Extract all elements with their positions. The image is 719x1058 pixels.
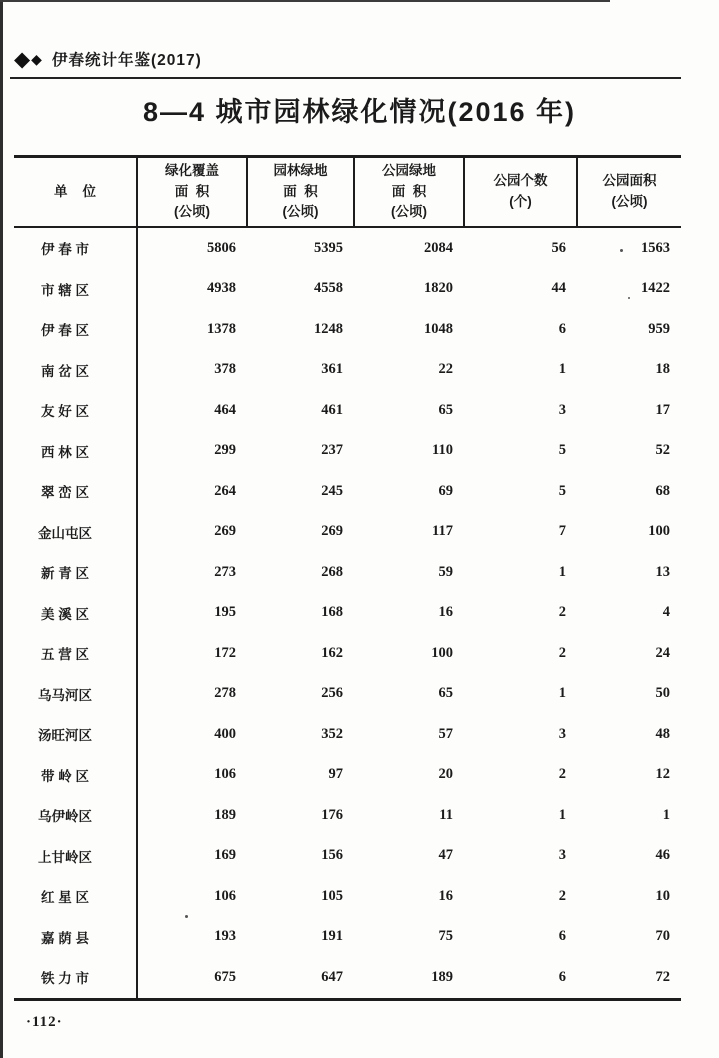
value-cell-park-green: 16 xyxy=(438,887,453,904)
value-cell-park-green: 100 xyxy=(431,644,453,661)
column-header-label: 面 积 xyxy=(283,183,318,199)
column-header-label: (公顷) xyxy=(174,204,210,220)
unit-cell: 伊 春 市 xyxy=(14,227,137,269)
unit-cell: 南 岔 区 xyxy=(14,350,137,391)
value-cell-park-area: 72 xyxy=(655,968,670,985)
value-cell-green-coverage: 278 xyxy=(214,685,236,702)
value-cell-garden-green: 105 xyxy=(321,887,343,904)
table-row xyxy=(14,552,681,593)
diamond-icon: ◆ xyxy=(14,47,31,71)
column-header-label: 公园面积 xyxy=(602,173,657,189)
value-cell-park-area: 100 xyxy=(648,523,670,540)
unit-cell: 西 林 区 xyxy=(14,431,137,472)
value-cell-green-coverage: 193 xyxy=(214,928,236,945)
value-cell-green-coverage: 675 xyxy=(214,968,236,985)
value-cell-garden-green: 1248 xyxy=(314,320,343,337)
value-cell-park-green: 22 xyxy=(438,361,453,378)
value-cell-park-green: 65 xyxy=(438,685,453,702)
value-cell-park-count: 1 xyxy=(558,563,566,580)
value-cell-green-coverage: 269 xyxy=(214,523,236,540)
table-header-row xyxy=(14,157,681,228)
value-cell-green-coverage: 400 xyxy=(214,725,236,742)
value-cell-park-area: 70 xyxy=(655,928,670,945)
table-row xyxy=(14,795,681,836)
value-cell-garden-green: 461 xyxy=(321,401,343,418)
value-cell-garden-green: 268 xyxy=(321,563,343,580)
column-header-unit xyxy=(14,157,137,228)
table-row xyxy=(14,876,681,917)
diamond-icon: ◆ xyxy=(31,51,42,67)
scan-edge-top xyxy=(0,0,610,2)
value-cell-park-area: 1422 xyxy=(641,280,670,297)
column-header-park-green-area xyxy=(354,157,464,228)
value-cell-green-coverage: 264 xyxy=(214,482,236,499)
value-cell-park-count: 1 xyxy=(558,685,566,702)
table-row xyxy=(14,755,681,796)
value-cell-garden-green: 361 xyxy=(321,361,343,378)
column-header-label: (公顷) xyxy=(391,204,427,220)
value-cell-green-coverage: 273 xyxy=(214,563,236,580)
value-cell-park-count: 56 xyxy=(551,239,566,256)
column-header-label: (公顷) xyxy=(282,204,319,220)
value-cell-garden-green: 191 xyxy=(321,928,343,945)
value-cell-green-coverage: 1378 xyxy=(207,320,236,337)
table-row xyxy=(14,431,681,472)
value-cell-green-coverage: 4938 xyxy=(207,280,236,297)
value-cell-garden-green: 647 xyxy=(321,968,343,985)
table-row xyxy=(14,714,681,755)
value-cell-garden-green: 156 xyxy=(321,847,343,864)
value-cell-park-green: 57 xyxy=(438,725,453,742)
value-cell-park-count: 5 xyxy=(558,482,566,499)
value-cell-park-area: 959 xyxy=(648,320,670,337)
value-cell-park-green: 75 xyxy=(438,928,453,945)
table-row xyxy=(14,350,681,391)
unit-cell: 乌马河区 xyxy=(14,674,137,715)
unit-cell: 友 好 区 xyxy=(14,390,137,431)
value-cell-park-green: 20 xyxy=(438,766,453,783)
unit-cell: 市 辖 区 xyxy=(14,269,137,310)
column-header-label: (公顷) xyxy=(611,194,648,209)
column-header-label: 单 位 xyxy=(53,183,96,199)
value-cell-park-count: 2 xyxy=(558,766,566,783)
table-row xyxy=(14,957,681,999)
value-cell-green-coverage: 378 xyxy=(214,361,236,378)
table-row xyxy=(14,390,681,431)
unit-cell: 铁 力 市 xyxy=(14,957,137,999)
value-cell-park-area: 12 xyxy=(655,766,670,783)
table-row xyxy=(14,471,681,512)
value-cell-garden-green: 97 xyxy=(328,766,343,783)
value-cell-park-area: 52 xyxy=(655,442,670,459)
column-header-label: 园林绿地 xyxy=(273,162,328,178)
table-row xyxy=(14,269,681,310)
unit-cell: 带 岭 区 xyxy=(14,755,137,796)
value-cell-park-count: 6 xyxy=(558,968,566,985)
table-row xyxy=(14,227,681,269)
unit-cell: 金山屯区 xyxy=(14,512,137,553)
value-cell-park-area: 24 xyxy=(655,644,670,661)
unit-cell: 伊 春 区 xyxy=(14,309,137,350)
unit-cell: 嘉 荫 县 xyxy=(14,917,137,958)
value-cell-garden-green: 176 xyxy=(321,806,343,823)
unit-cell: 五 营 区 xyxy=(14,633,137,674)
value-cell-green-coverage: 169 xyxy=(214,847,236,864)
value-cell-garden-green: 352 xyxy=(321,725,343,742)
unit-cell: 美 溪 区 xyxy=(14,593,137,634)
value-cell-park-green: 117 xyxy=(432,523,453,540)
column-header-label: 公园个数 xyxy=(493,173,548,189)
value-cell-park-green: 110 xyxy=(432,442,453,459)
value-cell-park-area: 50 xyxy=(655,685,670,702)
value-cell-park-green: 16 xyxy=(438,604,453,621)
column-header-label: 面 积 xyxy=(174,183,210,199)
table-row xyxy=(14,593,681,634)
column-header-label: (个) xyxy=(509,194,532,209)
value-cell-park-count: 1 xyxy=(558,361,566,378)
value-cell-park-count: 2 xyxy=(558,644,566,661)
value-cell-park-area: 1563 xyxy=(641,239,670,256)
value-cell-green-coverage: 5806 xyxy=(207,239,236,256)
value-cell-green-coverage: 299 xyxy=(214,442,236,459)
value-cell-green-coverage: 464 xyxy=(214,401,236,418)
statistics-table xyxy=(14,155,681,1001)
value-cell-garden-green: 245 xyxy=(321,482,343,499)
value-cell-park-count: 1 xyxy=(558,806,566,823)
value-cell-park-green: 189 xyxy=(431,968,453,985)
value-cell-park-count: 7 xyxy=(558,523,566,540)
value-cell-garden-green: 162 xyxy=(321,644,343,661)
value-cell-park-count: 3 xyxy=(558,725,566,742)
value-cell-park-area: 17 xyxy=(655,401,670,418)
value-cell-park-green: 65 xyxy=(438,401,453,418)
value-cell-park-count: 3 xyxy=(558,401,566,418)
value-cell-park-green: 59 xyxy=(438,563,453,580)
value-cell-park-area: 48 xyxy=(655,725,670,742)
column-header-label: 公园绿地 xyxy=(382,162,436,178)
unit-cell: 红 星 区 xyxy=(14,876,137,917)
unit-cell: 翠 峦 区 xyxy=(14,471,137,512)
value-cell-green-coverage: 189 xyxy=(214,806,236,823)
table-row xyxy=(14,633,681,674)
column-header-park-area xyxy=(577,157,681,228)
value-cell-garden-green: 5395 xyxy=(314,239,343,256)
value-cell-garden-green: 269 xyxy=(321,523,343,540)
table-row xyxy=(14,836,681,877)
table-row xyxy=(14,512,681,553)
table-row xyxy=(14,917,681,958)
unit-cell: 汤旺河区 xyxy=(14,714,137,755)
value-cell-park-count: 2 xyxy=(558,604,566,621)
column-header-garden-green-area xyxy=(247,157,354,228)
value-cell-park-count: 6 xyxy=(558,320,566,337)
column-header-label: 面 积 xyxy=(391,183,427,199)
table-body xyxy=(14,227,681,999)
table-header xyxy=(14,157,681,228)
value-cell-park-count: 6 xyxy=(558,928,566,945)
table-title: 8—4 城市园林绿化情况(2016 年) xyxy=(142,97,577,127)
scan-edge-left xyxy=(0,0,3,1058)
value-cell-park-green: 1048 xyxy=(424,320,453,337)
value-cell-park-area: 4 xyxy=(662,604,670,621)
value-cell-garden-green: 168 xyxy=(321,604,343,621)
value-cell-park-count: 44 xyxy=(551,280,566,297)
column-header-green-coverage-area xyxy=(137,157,247,228)
value-cell-park-area: 68 xyxy=(655,482,670,499)
value-cell-green-coverage: 195 xyxy=(214,604,236,621)
value-cell-green-coverage: 172 xyxy=(214,644,236,661)
value-cell-park-area: 10 xyxy=(655,887,670,904)
value-cell-park-count: 5 xyxy=(558,442,566,459)
table-row xyxy=(14,674,681,715)
page-number: ·112· xyxy=(26,1014,63,1030)
yearbook-title: 伊春统计年鉴(2017) xyxy=(51,52,202,69)
unit-cell: 上甘岭区 xyxy=(14,836,137,877)
value-cell-park-count: 3 xyxy=(558,847,566,864)
value-cell-garden-green: 256 xyxy=(321,685,343,702)
value-cell-park-green: 2084 xyxy=(424,239,453,256)
running-header xyxy=(10,48,681,79)
table-row xyxy=(14,309,681,350)
value-cell-park-area: 13 xyxy=(655,563,670,580)
value-cell-garden-green: 4558 xyxy=(314,280,343,297)
value-cell-park-area: 18 xyxy=(655,361,670,378)
column-header-park-count xyxy=(464,157,577,228)
value-cell-park-green: 1820 xyxy=(424,280,453,297)
column-header-label: 绿化覆盖 xyxy=(165,162,219,178)
value-cell-garden-green: 237 xyxy=(321,442,343,459)
value-cell-park-count: 2 xyxy=(558,887,566,904)
unit-cell: 新 青 区 xyxy=(14,552,137,593)
value-cell-park-green: 11 xyxy=(439,806,453,823)
value-cell-park-green: 47 xyxy=(438,847,453,864)
value-cell-park-area: 1 xyxy=(662,806,670,823)
unit-cell: 乌伊岭区 xyxy=(14,795,137,836)
value-cell-park-green: 69 xyxy=(438,482,453,499)
value-cell-green-coverage: 106 xyxy=(214,887,236,904)
value-cell-park-area: 46 xyxy=(655,847,670,864)
value-cell-green-coverage: 106 xyxy=(214,766,236,783)
